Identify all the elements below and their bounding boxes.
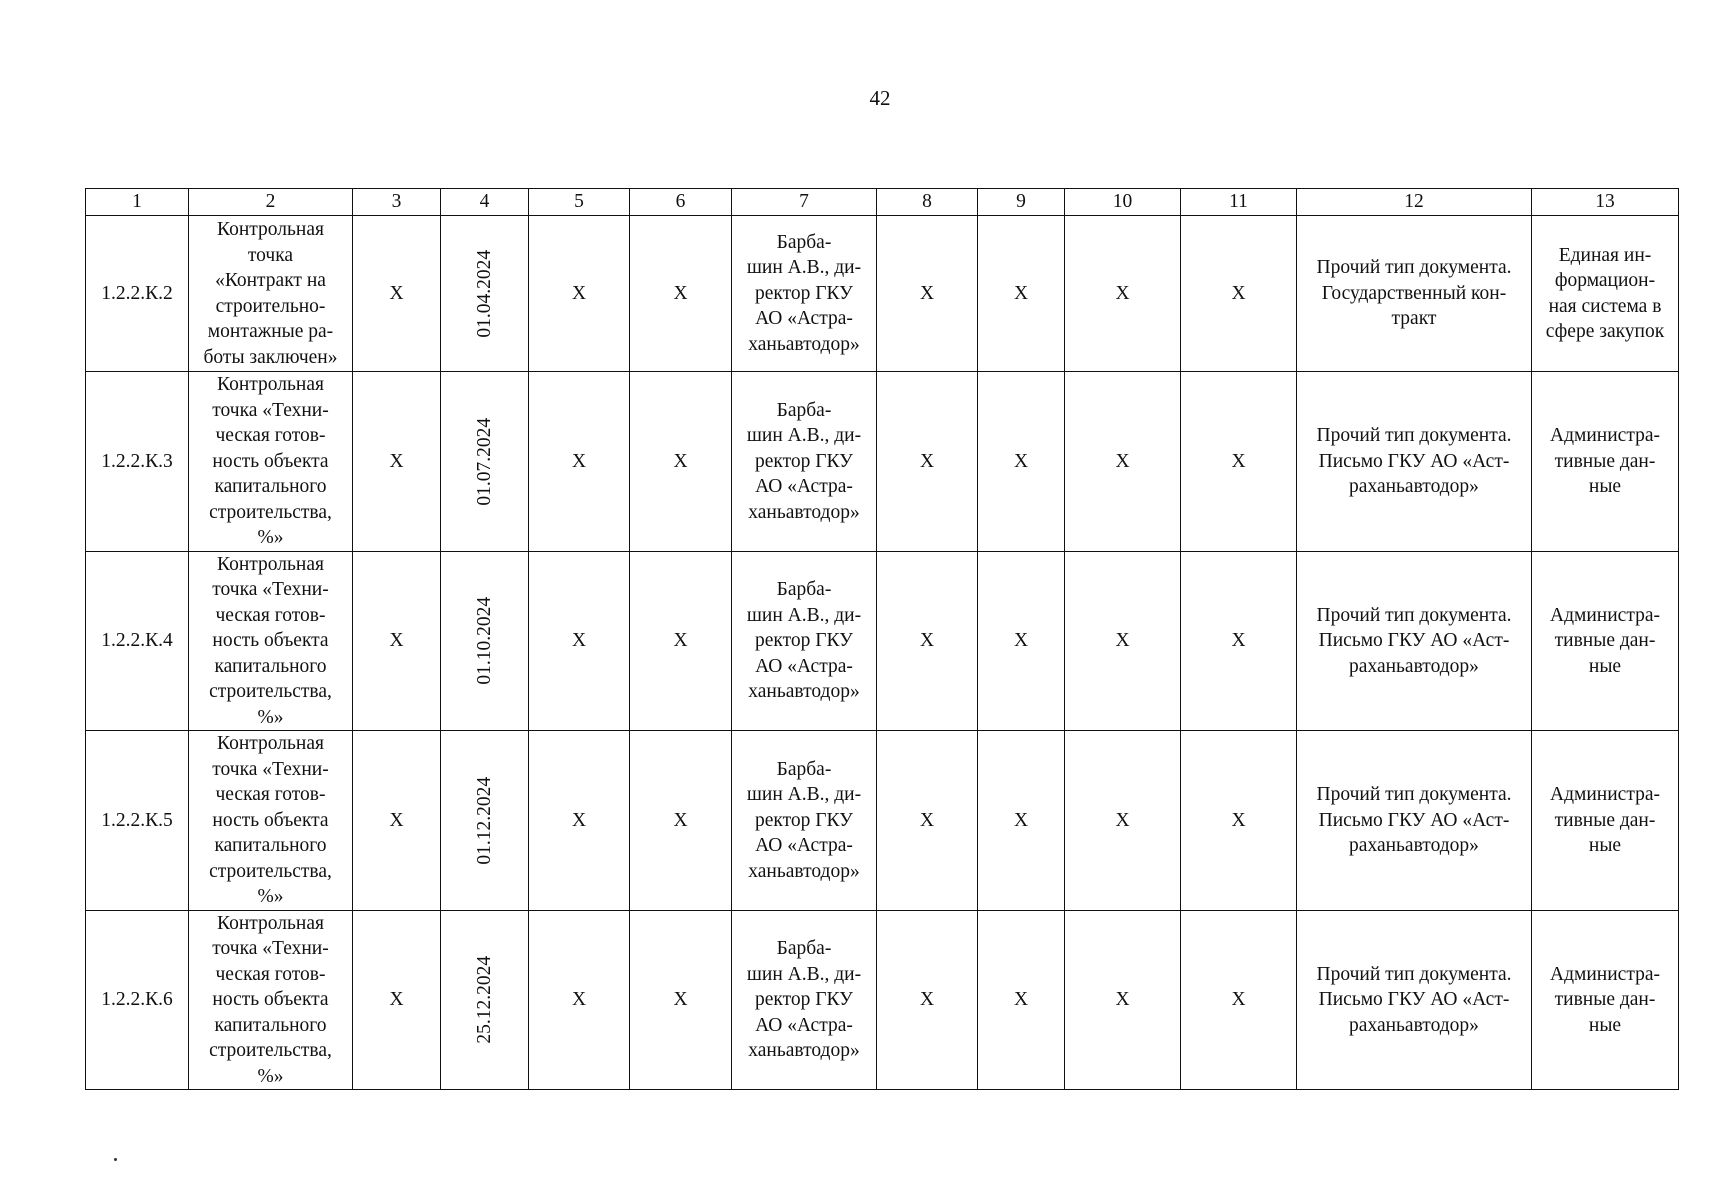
header-cell-11: 11 [1181,189,1297,216]
cell-x: X [630,216,732,372]
row-code: 1.2.2.К.2 [86,216,189,372]
data-source: Администра- тивные дан- ные [1532,910,1679,1090]
table-header-row [86,189,1679,216]
header-cell-2: 2 [189,189,353,216]
header-cell-4: 4 [441,189,529,216]
cell-x: X [978,551,1065,731]
due-date: 01.07.2024 [473,417,495,506]
date-cell [441,551,529,731]
data-source: Администра- тивные дан- ные [1532,372,1679,552]
cell-x: X [877,551,978,731]
header-cell-6: 6 [630,189,732,216]
header-cell-12: 12 [1297,189,1532,216]
control-point-name: Контрольная точка «Техни- ческая готов- ность объекта капитального строительства, %» [189,372,353,552]
cell-x: X [630,551,732,731]
responsible-person: Барба- шин А.В., ди- ректор ГКУ АО «Астра- ханьавтодор» [732,372,877,552]
cell-x: X [1181,910,1297,1090]
cell-x: X [529,551,630,731]
due-date: 01.04.2024 [473,249,495,338]
row-code: 1.2.2.К.4 [86,551,189,731]
cell-x: X [529,372,630,552]
header-cell-7: 7 [732,189,877,216]
table-row [86,551,1679,731]
responsible-person: Барба- шин А.В., ди- ректор ГКУ АО «Астра- ханьавтодор» [732,216,877,372]
cell-x: X [353,551,441,731]
header-cell-9: 9 [978,189,1065,216]
header-cell-10: 10 [1065,189,1181,216]
cell-x: X [877,910,978,1090]
control-point-name: Контрольная точка «Техни- ческая готов- ность объекта капитального строительства, %» [189,910,353,1090]
cell-x: X [978,372,1065,552]
cell-x: X [529,731,630,911]
cell-x: X [877,372,978,552]
cell-x: X [1065,910,1181,1090]
document-type: Прочий тип документа. Письмо ГКУ АО «Аст- раханьавтодор» [1297,372,1532,552]
cell-x: X [877,216,978,372]
cell-x: X [630,731,732,911]
cell-x: X [353,216,441,372]
row-code: 1.2.2.К.6 [86,910,189,1090]
cell-x: X [630,372,732,552]
responsible-person: Барба- шин А.В., ди- ректор ГКУ АО «Астра- ханьавтодор» [732,910,877,1090]
cell-x: X [1065,731,1181,911]
row-code: 1.2.2.К.5 [86,731,189,911]
header-cell-13: 13 [1532,189,1679,216]
scan-speck [114,1158,117,1161]
document-type: Прочий тип документа. Государственный кон- тракт [1297,216,1532,372]
date-cell [441,910,529,1090]
table-row [86,372,1679,552]
cell-x: X [630,910,732,1090]
data-source: Администра- тивные дан- ные [1532,731,1679,911]
cell-x: X [529,216,630,372]
data-source: Единая ин- формацион- ная система в сфере закупок [1532,216,1679,372]
cell-x: X [1065,372,1181,552]
cell-x: X [1065,551,1181,731]
cell-x: X [1065,216,1181,372]
due-date: 01.12.2024 [473,776,495,865]
control-point-name: Контрольная точка «Контракт на строительно- монтажные ра- боты заключен» [189,216,353,372]
cell-x: X [1181,731,1297,911]
header-cell-8: 8 [877,189,978,216]
responsible-person: Барба- шин А.В., ди- ректор ГКУ АО «Астра- ханьавтодор» [732,731,877,911]
control-points-table [85,188,1679,1090]
cell-x: X [877,731,978,911]
date-cell [441,216,529,372]
date-cell [441,372,529,552]
cell-x: X [978,731,1065,911]
header-cell-5: 5 [529,189,630,216]
cell-x: X [978,216,1065,372]
document-type: Прочий тип документа. Письмо ГКУ АО «Аст- раханьавтодор» [1297,551,1532,731]
due-date: 25.12.2024 [473,955,495,1044]
cell-x: X [353,910,441,1090]
date-cell [441,731,529,911]
cell-x: X [529,910,630,1090]
table-row [86,910,1679,1090]
row-code: 1.2.2.К.3 [86,372,189,552]
table-row [86,216,1679,372]
cell-x: X [1181,551,1297,731]
table-row [86,731,1679,911]
document-type: Прочий тип документа. Письмо ГКУ АО «Аст- раханьавтодор» [1297,731,1532,911]
document-type: Прочий тип документа. Письмо ГКУ АО «Аст- раханьавтодор» [1297,910,1532,1090]
cell-x: X [1181,216,1297,372]
cell-x: X [353,731,441,911]
cell-x: X [1181,372,1297,552]
header-cell-1: 1 [86,189,189,216]
due-date: 01.10.2024 [473,596,495,685]
cell-x: X [353,372,441,552]
header-cell-3: 3 [353,189,441,216]
control-point-name: Контрольная точка «Техни- ческая готов- ность объекта капитального строительства, %» [189,731,353,911]
cell-x: X [978,910,1065,1090]
control-point-name: Контрольная точка «Техни- ческая готов- ность объекта капитального строительства, %» [189,551,353,731]
responsible-person: Барба- шин А.В., ди- ректор ГКУ АО «Астра- ханьавтодор» [732,551,877,731]
page-number: 42 [869,86,891,110]
data-source: Администра- тивные дан- ные [1532,551,1679,731]
